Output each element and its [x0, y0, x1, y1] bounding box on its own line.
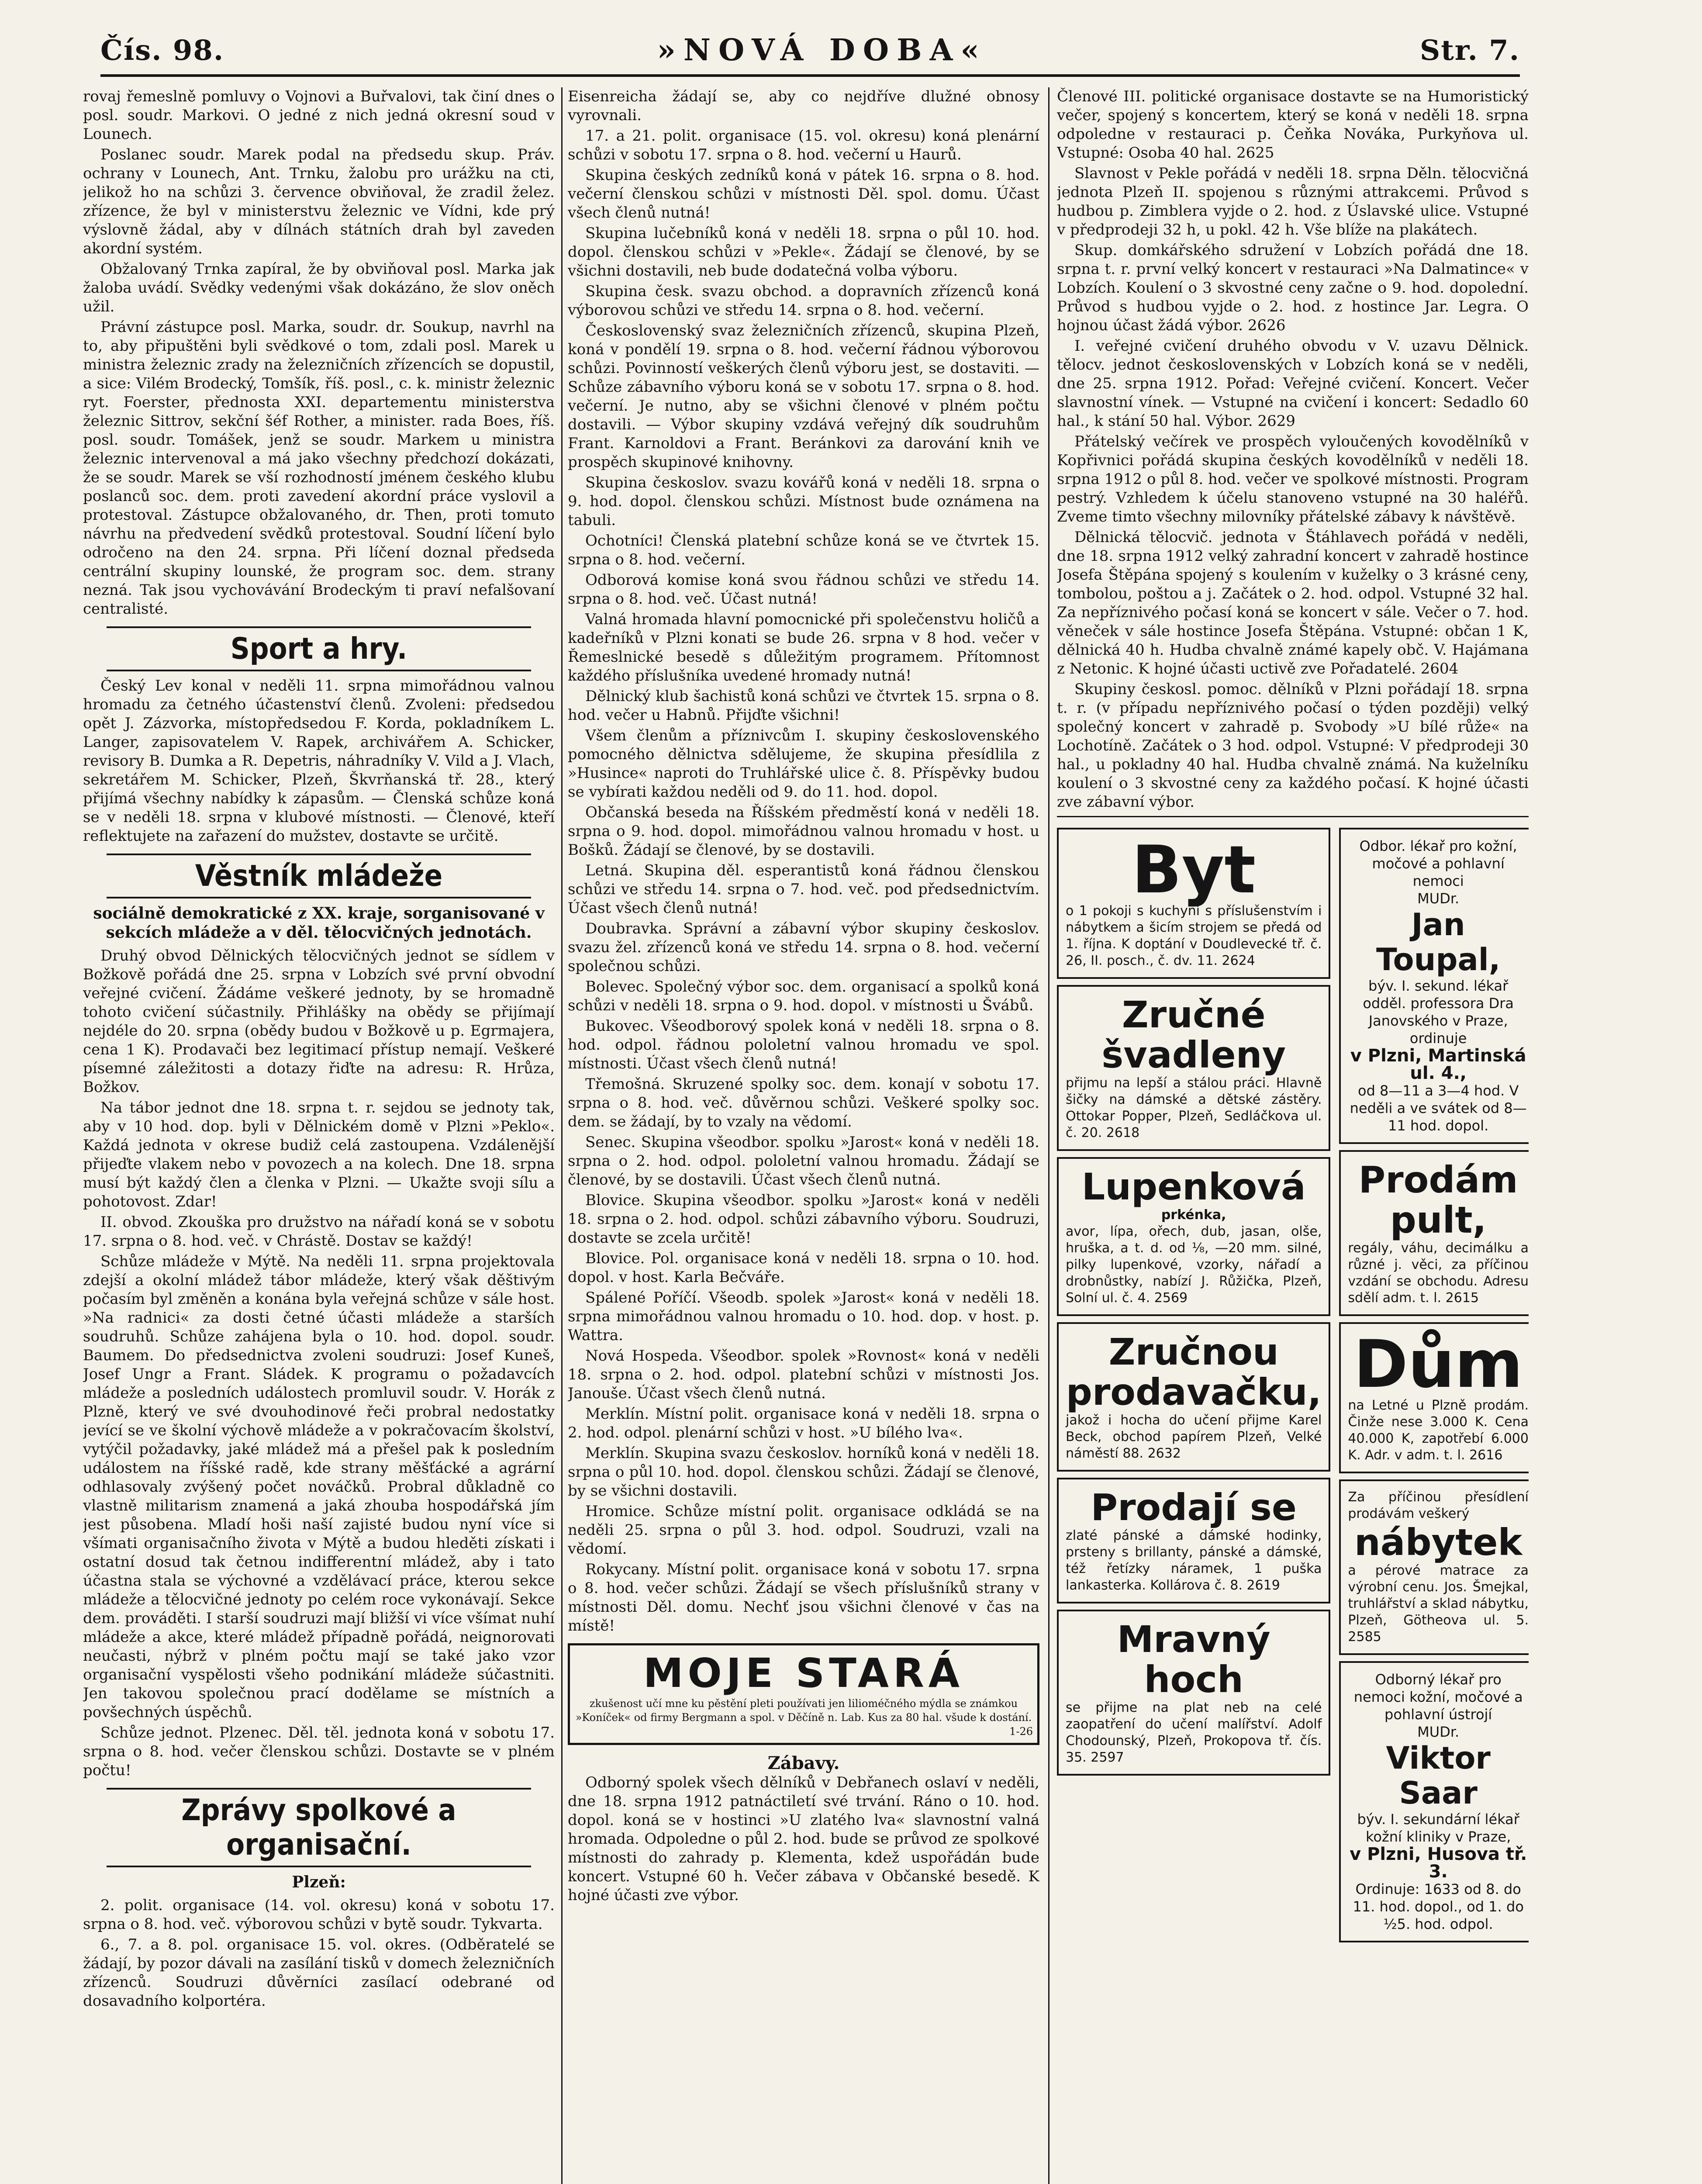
article-text: Ochotníci! Členská platební schůze koná se ve čtvrtek 15. srpna o 8. hod. večerní.: [568, 532, 1039, 568]
ad-text: býv. I. sekund. lékař odděl. professora Dra Janovského v Praze, ordinuje: [1363, 978, 1514, 1047]
ad-text: přijmu na lepší a stálou práci. Hlavně šičky na dámské a dětské zástěry. Ottokar Popper, Plzeň, Sedláčkova ul. č. 20. 2618: [1066, 1075, 1322, 1140]
article-text: Hromice. Schůze místní polit. organisace odkládá se na neděli 25. srpna o půl 3. hod. odpol. Soudruzi, vzali na vědomí.: [568, 1503, 1039, 1558]
subheading: Plzeň:: [292, 1873, 346, 1891]
article-text: Merklín. Místní polit. organisace koná v neděli 18. srpna o 2. hod. odpol. plenární schůzi v host. »U bílého lva«.: [568, 1405, 1039, 1441]
ad-text: MUDr.: [1417, 1724, 1460, 1740]
article-text: rovaj řemeslně pomluvy o Vojnovi a Buřvalovi, tak činí dnes o posl. soudr. Markovi. O jedné z nich jedná okresní soud v Lounech.: [83, 88, 555, 143]
column-divider: [561, 87, 563, 2184]
ad-text: Za příčinou přesídlení prodávám veškerý: [1348, 1489, 1529, 1521]
ad-title: Mravný hoch: [1117, 1618, 1270, 1701]
ad-svadleny: [1057, 985, 1330, 1151]
ad-address: v Plzni, Husova tř. 3.: [1350, 1844, 1527, 1882]
article-text: Všem členům a příznivcům I. skupiny československého pomocného dělnictva sdělujeme, že skupina přesídlila z »Husince« naproti do Truhlářské ulice č. 8. Příspěvky budou se vybírati každou neděli od 9. do 11. hod. dopol.: [568, 727, 1039, 801]
section-subtitle: sociálně demokratické z XX. kraje, sorganisované v sekcích mládeže a v děl. tělocvičných jednotách.: [93, 904, 545, 942]
ads-right: [1339, 822, 1529, 1949]
article-text: Odborný spolek všech dělníků v Debřanech oslaví v neděli, dne 18. srpna 1912 patnáctiletí své trvání. Ráno o 10. hod. dopol. koná se v hostinci »U zlatého lva« slavnostní valná hromada. Odpoledne o půl 2. hod. bude se průvod ze spolkové místnosti do zahrady p. Klementa, kdež uspořádán bude koncert. Vstupné 60 h. Večer zábava v Občanské besedě. K hojné účasti zve výbor.: [568, 1774, 1039, 1904]
ad-address: v Plzni, Martinská ul. 4.,: [1350, 1046, 1526, 1083]
article-text: Skupina lučebníků koná v neděli 18. srpna o půl 10. hod. dopol. členskou schůzi v »Pekle«. Žádají se členové, by se všichni dostavili, neb bude dodatečná volba výboru.: [568, 225, 1039, 280]
ad-text: od 8—11 a 3—4 hod. V neděli a ve svátek od 8—11 hod. dopol.: [1350, 1082, 1527, 1134]
article-text: Občanská beseda na Říšském předměstí koná v neděli 18. srpna o 9. hod. dopol. mimořádnou valnou hromadu v host. u Bošků. Žádají se členové, by se dostavili.: [568, 804, 1039, 859]
section-title-associations: Zprávy spolkové a organisační.: [107, 1788, 531, 1867]
ad-text: Odbor. lékař pro kožní, močové a pohlavní nemoci: [1359, 838, 1517, 889]
ad-pult: [1339, 1150, 1529, 1316]
article-text: 6., 7. a 8. pol. organisace 15. vol. okres. (Odběratelé se žádají, by pozor dávali na zasílání tisků v domech železničních zřízenců. Soudruzi důvěrníci zasílací odebrané od dosavadního kolportéra.: [83, 1936, 555, 2010]
article-text: 2. polit. organisace (14. vol. okresu) koná v sobotu 17. srpna o 8. hod. več. výborovou schůzi v bytě soudr. Tykvarta.: [83, 1897, 555, 1933]
ad-text: zlaté pánské a dámské hodinky, prsteny s brillanty, pánské a dámské, též řetízky náramek, 1 puška lankasterka. Kollárova č. 8. 2619: [1066, 1528, 1322, 1593]
ad-text: o 1 pokoji s kuchyní s příslušenstvím i nábytkem a šicím strojem se předá od 1. října. K doptání v Doudlevecké tř. č. 26, II. posch., č. dv. 11. 2624: [1066, 903, 1322, 968]
subheading: Zábavy.: [767, 1753, 840, 1773]
ad-mravny-hoch: [1057, 1610, 1330, 1776]
ad-text: na Letné u Plzně prodám. Činže nese 3.000 K. Cena 40.000 K, zapotřebí 6.000 K. Adr. v adm. t. l. 2616: [1348, 1398, 1529, 1463]
ad-text: avor, lípa, ořech, dub, jasan, olše, hruška, a t. d. od ⅛, —20 mm. silné, pilky lupenkové, vzorky, nářadí a drobnůstky, nabízí J. Růžička, Plzeň, Solní ul. č. 4. 2569: [1066, 1224, 1322, 1306]
article-text: Doubravka. Správní a zábavní výbor skupiny českoslov. svazu žel. zřízenců koná ve středu 14. srpna o 8. hod. večerní společnou schůzi.: [568, 920, 1039, 975]
ad-title: Jan Toupal,: [1376, 907, 1501, 978]
column-divider: [1048, 87, 1050, 2184]
page-number: Str. 7.: [1419, 34, 1520, 67]
ad-title: Zručnou prodavačku,: [1066, 1330, 1322, 1413]
masthead: »NOVÁ DOBA«: [657, 33, 987, 68]
section-title-sport: Sport a hry.: [107, 626, 531, 671]
article-text: Na tábor jednot dne 18. srpna t. r. sejdou se jednoty tak, aby v 10 hod. dop. byli v Dělnickém domě v Plzni »Peklo«. Každá jednota v okrese budiž celá zastoupena. Vzdálenější přijeďte vlakem nebo v povozech a na kolech. Dne 18. srpna musí být každý člen a členka v Plzni. — Ukažte svoji sílu a pohotovost. Zdar!: [83, 1099, 555, 1210]
ad-text: a pérové matrace za výrobní cenu. Jos. Šmejkal, truhlářství a sklad nábytku, Plzeň, Götheova ul. 5. 2585: [1348, 1563, 1529, 1645]
ad-subtitle: prkénka,: [1161, 1207, 1226, 1223]
ad-title: Zručné švadleny: [1101, 993, 1286, 1076]
ad-title: Prodají se: [1091, 1486, 1297, 1529]
ad-title: Byt: [1132, 832, 1256, 908]
article-text: Československý svaz železničních zřízenců, skupina Plzeň, koná v pondělí 19. srpna o 8. hod. večerní řádnou výborovou schůzi. Povinností veškerých členů výboru jest, se dostaviti. — Schůze zábavního výboru koná se v sobotu 17. srpna o 8. hod. večerní. Je nutno, aby se všichni členové v plném počtu dostavili. — Výbor skupiny vzdává veřejný dík soudruhům Frant. Karnoldovi a Frant. Beránkovi za darování knih ve prospěch skupinové knihovny.: [568, 322, 1039, 471]
article-text: Bolevec. Společný výbor soc. dem. organisací a spolků koná schůzi v neděli 18. srpna o 9. hod. dopol. v místnosti u Švábů.: [568, 978, 1039, 1014]
article-text: Odborová komise koná svou řádnou schůzi ve středu 14. srpna o 8. hod. več. Účast nutná!: [568, 571, 1039, 608]
article-text: Valná hromada hlavní pomocnické při společenstvu holičů a kadeřníků v Plzni konati se bude 26. srpna v 8 hod. večer v Řemeslnické besedě s důležitým programem. Přítomnost každého příslušníka uvedené hromady nutná!: [568, 611, 1039, 684]
ad-byt: [1057, 828, 1330, 979]
article-text: Spálené Poříčí. Všeodb. spolek »Jarost« koná v neděli 18. srpna mimořádnou valnou hromadu o 10. hod. dop. v host. p. Wattra.: [568, 1289, 1039, 1344]
column-3: [1057, 87, 1529, 2184]
section-title-youth: Věstník mládeže: [107, 854, 531, 898]
article-text: Český Lev konal v neděli 11. srpna mimořádnou valnou hromadu za četného účastenství členů. Zvoleni: předsedou opět J. Zázvorka, místopředsedou F. Korda, pokladníkem L. Langer, zapisovatelem V. Rapek, archivářem A. Schicker, revisory B. Dumka a R. Depetris, náhradníky V. Vild a J. Vlach, sekretářem M. Schicker, Plzeň, Škvrňanská tř. 28., který přijímá všechny nabídky k zápasům. — Členská schůze koná se v neděli 18. srpna v klubové místnosti. — Členové, kteří reflektujete na zařazení do mužstev, dostavte se určitě.: [83, 677, 555, 845]
moje-stara-ad: [568, 1643, 1039, 1745]
article-text: Skupina česk. svazu obchod. a dopravních zřízenců koná výborovou schůzi ve středu 14. srpna o 8. hod. večerní.: [568, 283, 1039, 319]
notice-text: Dělnická tělocvič. jednota v Štáhlavech pořádá v neděli, dne 18. srpna 1912 velký zahradní koncert v zahradě hostince Josefa Štěpána spojený s koulením v kuželky o 3 krásné ceny, tombolou, poštou a j. Začátek o 2. hod. odpol. Vstupné 32 hal. Za nepříznivého počasí koná se koncert v sále. Večer o 7. hod. věneček v sále hostince Josefa Štěpána. Vstupné: občan 1 K, dělnická 40 h. Hudba chvalně známé kapely obč. V. Hajámana z Netonic. K hojné účasti uctivě zve Pořadatelé. 2604: [1057, 529, 1529, 677]
ad-text: Odborný lékař pro nemoci kožní, močové a pohlavní ústrojí: [1353, 1671, 1523, 1723]
ad-text: se přijme na plat neb na celé zaopatření do učení malířství. Adolf Chodounský, Plzeň, Prokopova tř. čís. 35. 2597: [1066, 1700, 1322, 1765]
notice-text: Členové III. politické organisace dostavte se na Humoristický večer, spojený s koncertem, který se koná v neděli 18. srpna odpoledne v restauraci p. Čeňka Nováka, Purkyňova ul. Vstupné: Osoba 40 hal. 2625: [1057, 88, 1529, 162]
article-text: Eisenreicha žádají se, aby co nejdříve dlužné obnosy vyrovnali.: [568, 88, 1039, 124]
article-text: II. obvod. Zkouška pro družstvo na nářadí koná se v sobotu 17. srpna o 8. hod. več. v Chrástě. Dostav se každý!: [83, 1213, 555, 1250]
ad-title: Viktor Saar: [1386, 1740, 1491, 1811]
article-text: Dělnický klub šachistů koná schůzi ve čtvrtek 15. srpna o 8. hod. večer u Habnů. Přijďte všichni!: [568, 688, 1039, 724]
ad-title: Lupenková: [1081, 1165, 1306, 1208]
issue-number: Čís. 98.: [100, 34, 224, 67]
article-text: Skupina českoslov. svazu kovářů koná v neděli 18. srpna o 9. hod. dopol. členskou schůzi. Místnost bude oznámena na tabuli.: [568, 474, 1039, 529]
ad-doctor-toupal: [1339, 828, 1529, 1144]
ad-text: regály, váhu, decimálku a různé j. věci, za příčinou vzdání se obchodu. Adresu sdělí adm. t. l. 2615: [1348, 1241, 1529, 1306]
ad-title: nábytek: [1354, 1521, 1522, 1564]
article-text: Merklín. Skupina svazu českoslov. horníků koná v neděli 18. srpna o půl 10. hod. dopol. členskou schůzi. Žádají se členové, by se všichni dostavili.: [568, 1444, 1039, 1500]
ad-title: Prodám pult,: [1358, 1158, 1518, 1241]
ad-dum: [1339, 1322, 1529, 1473]
ad-prodaji-se: [1057, 1478, 1330, 1603]
divider: [1057, 816, 1529, 817]
ad-text: zkušenost učí mne ku pěstění pleti používati jen lilioméčného mýdla se známkou »Koníček« od firmy Bergmann a spol. v Děčíně n. Lab. Kus za 80 hal. všude k dostání.: [575, 1697, 1032, 1724]
article-text: Blovice. Pol. organisace koná v neděli 18. srpna o 10. hod. dopol. v host. Karla Bečváře.: [568, 1250, 1039, 1286]
article-text: Bukovec. Všeodborový spolek koná v neděli 18. srpna o 8. hod. odpol. řádnou pololetní valnou hromadu ve spol. místnosti. Účast všech členů nutná!: [568, 1017, 1039, 1072]
article-text: Třemošná. Skruzené spolky soc. dem. konají v sobotu 17. srpna o 8. hod. več. důvěrnou schůzi. Veškeré spolky soc. dem. se žádají, by to vzaly na vědomí.: [568, 1075, 1039, 1130]
ads-left: [1057, 822, 1330, 1949]
notice-text: I. veřejné cvičení druhého obvodu v V. uzavu Dělnick. tělocv. jednot československých v Lobzích koná se v neděli, dne 25. srpna 1912. Pořad: Veřejné cvičení. Koncert. Večer slavnostní vínek. — Vstupné na cvičení i koncert: Sedadlo 60 hal., k stání 50 hal. Výbor. 2629: [1057, 337, 1529, 430]
article-text: Skupina českých zedníků koná v pátek 16. srpna o 8. hod. večerní členskou schůzi v místnosti Děl. spol. domu. Účast všech členů nutná!: [568, 166, 1039, 221]
article-text: Blovice. Skupina všeodbor. spolku »Jarost« koná v neděli 18. srpna o 2. hod. odpol. schůzi zábavního výboru. Soudruzi, dostavte se zcela určitě!: [568, 1192, 1039, 1247]
article-text: 17. a 21. polit. organisace (15. vol. okresu) koná plenární schůzi v sobotu 17. srpna o 8. hod. večerní u Haurů.: [568, 127, 1039, 163]
ad-text: Ordinuje: 1633 od 8. do 11. hod. dopol., od 1. do ½5. hod. odpol.: [1353, 1881, 1524, 1932]
notice-text: Skupiny českosl. pomoc. dělníků v Plzni pořádají 18. srpna t. r. (v případu nepříznivého počasí o týden později) velký společný koncert v zahradě p. Svobody »U bílé růže« na Lochotíně. Začátek o 3 hod. odpol. Vstupné: V předprodeji 30 hal., u pokladny 40 hal. Hudba chvalně známá. Na kuželníku koulení o 3 skvostné ceny za každého počasí. K hojné účasti zve zábavní výbor.: [1057, 681, 1529, 811]
article-text: Obžalovaný Trnka zapíral, že by obviňoval posl. Marka jak žaloba uvádí. Svědky vedenými však dokázáno, že slov oněch užil.: [83, 260, 555, 315]
article-text: Rokycany. Místní polit. organisace koná v sobotu 17. srpna o 8. hod. večer schůzi. Žádají se všech příslušníků strany v místnosti Děl. domu. Nechť jsou všichni členové v čas na místě!: [568, 1561, 1039, 1635]
article-text: Letná. Skupina děl. esperantistů koná řádnou členskou schůzi ve středu 14. srpna o 7. hod. več. pod předsednictvím. Účast všech členů nutná!: [568, 862, 1039, 917]
ad-text: jakož i hocha do učení přijme Karel Beck, obchod papírem Plzeň, Velké náměstí 88. 2632: [1066, 1413, 1322, 1461]
article-text: Nová Hospeda. Všeodbor. spolek »Rovnost« koná v neděli 18. srpna o 2. hod. odpol. platební schůzi v místnosti Jos. Janouše. Účast všech členů nutná.: [568, 1347, 1039, 1402]
ad-prodavacka: [1057, 1322, 1330, 1472]
article-text: Schůze mládeže v Mýtě. Na neděli 11. srpna projektovala zdejší a okolní mládež tábor mládeže, který však děštivým počasím byl změněn a konána byla veřejná schůze v sále host. »Na radnici« za dosti četné účasti mládeže a starších soudruhů. Schůze zahájena byla o 10. hod. dopol. soudr. Baumem. Do předsednictva zvoleni soudruzi: Josef Kuneš, Josef Ungr a Frant. Sládek. K programu o požadavcích mládeže a posledních událostech promluvil soudr. V. Horák z Plzně, který ve své dvouhodinové řeči probral nedostatky jevící se ve školní výchově mládeže a v pokračovacím školství, vytýčil požadavky, jaké mládež má a přešel pak k posledním událostem na říšské radě, kde strany měšťácké a agrární odhlasovaly zvýšený počet nováčků. Probral důkladně co vlastně militarism znamená a jaká zhouba hospodářská jím jest působena. Mladí hoši naší zajisté budou nyní více si všímati organisačního života v Mýtě a budou hleděti získati i ostatní dosud tak četnou indifferentní mládež, aby i tato účastna stala se výchovné a vzdělávací práce, kterou sekce mládeže a tělocvičné jednoty po celém roce vykonávají. Sekce dem. prováděti. I starší soudruzi mají bližší vi více všímat nuhí mládeže a akce, které mládež případně pořádá, neignorovati neučasti, nýbrž v plném počtu mají se také jako vzor organisační vyspělosti všeho podnikání mládeže súčastniti. Jen takovou společnou prací dodělame se místních a povšechných úspěchů.: [83, 1253, 555, 1721]
ad-lupenkova: [1057, 1157, 1330, 1316]
notice-text: Přátelský večírek ve prospěch vyloučených kovodělníků v Kopřivnici pořádá skupina českých kovodělníků v neděli 18. srpna 1912 o půl 8. hod. večer ve spolkové místnosti. Program pestrý. Vzhledem k účelu stanoveno vstupné na 30 haléřů. Zveme timto všechny milovníky přátelské zábavy k návštěvě.: [1057, 433, 1529, 525]
classified-ads: [1057, 822, 1529, 1949]
ad-title: MOJE STARÁ: [643, 1650, 964, 1697]
page-header: [100, 26, 1520, 77]
article-text: Druhý obvod Dělnických tělocvičných jednot se sídlem v Božkově pořádá dne 25. srpna v Lobzích své první obvodní veřejné cvičení. Žádáme veškeré jednoty, by se hromadně tohoto cvičení súčastnily. Přihlášky na obědy se přijímají nejdéle do 20. srpna (obědy budou v Božkově u p. Egrmajera, cena 1 K). Prodavači bez legitimací přístup nemají. Veškeré písemné záležitosti a dotazy řiďte na adresu: R. Hrůza, Božkov.: [83, 947, 555, 1096]
ad-title: Dům: [1353, 1327, 1523, 1403]
column-2: [568, 87, 1039, 2184]
ad-doctor-saar: [1339, 1661, 1529, 1942]
article-text: Schůze jednot. Plzenec. Děl. těl. jednota koná v sobotu 17. srpna o 8. hod. večer členskou schůzi. Dostavte se v plném počtu!: [83, 1724, 555, 1779]
notice-text: Slavnost v Pekle pořádá v neděli 18. srpna Děln. tělocvičná jednota Plzeň II. spojenou s různými attrakcemi. Průvod s hudbou p. Zimblera vyjde o 2. hod. z Úslavské ulice. Vstupné v předprodeji 32 h, u pokl. 42 h. Vše blíže na plakátech.: [1057, 165, 1529, 238]
column-1: [83, 87, 555, 2184]
notice-text: Skup. domkářského sdružení v Lobzích pořádá dne 18. srpna t. r. první velký koncert v restauraci »Na Dalmatince« v Lobzích. Koulení o 3 skvostné ceny začne o 9. hod. dopolední. Průvod s hudbou vyjde o 2. hod. z hostince Jar. Legra. O hojnou účast žádá výbor. 2626: [1057, 242, 1529, 334]
ad-nabytek: [1339, 1479, 1529, 1655]
article-text: Právní zástupce posl. Marka, soudr. dr. Soukup, navrhl na to, aby připuštěni byli svědkové o tom, zdali posl. Marek u ministra železnic zrady na železničních zřízencích se dopustil, a sice: Vilém Brodecký, Tomšík, říš. posl., c. k. ministr železnic ryt. Foerster, přednosta XXI. departementu ministerstva železnic Sittrov, sekční šéf Rother, a minister. rada Boes, říš. posl. soudr. Tomášek, jenž se soudr. Markem u ministra železnic intervenoval a má jako všechny předchozí dokázati, že se soudr. Marek se vší rozhodností jménem českého klubu poslanců soc. dem. proti zavedení akordní práce vyslovil a protestoval. Zástupce obžalovaného, dr. Then, proti tomuto návrhu na předvedení svědků protestoval. Soudní líčení bylo odročeno na den 24. srpna. Při líčení doznal předseda centrální skupiny lounské, že program soc. dem. strany nezná. Tak jsou vychovávání Brodeckým ti praví nefalšovaní centralisté.: [83, 318, 555, 618]
article-text: Senec. Skupina všeodbor. spolku »Jarost« koná v neděli 18. srpna o 2. hod. odpol. pololetní valnou hromadu. Žádají se členové, by se dostavili. Účast všech členů nutná.: [568, 1133, 1039, 1189]
ad-text: býv. I. sekundární lékař kožní kliniky v Praze,: [1357, 1811, 1519, 1845]
ad-text: MUDr.: [1417, 890, 1460, 907]
ad-code: 1-26: [1009, 1725, 1033, 1738]
article-text: Poslanec soudr. Marek podal na předsedu skup. Práv. ochrany v Lounech, Ant. Trnku, žalobu pro urážku na cti, jelikož ho na schůzi 3. července obviňoval, že zradil želez. zřízence, že byl v ministerstvu železnic ve Vídni, kde prý výslovně žádal, aby v dílnách státních drah byl zaveden akordní systém.: [83, 146, 555, 257]
